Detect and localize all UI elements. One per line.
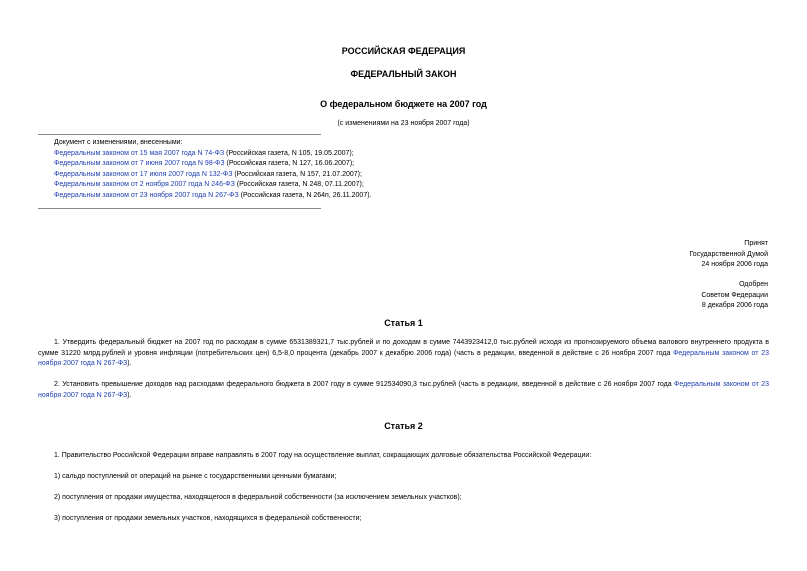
change-source: (Российская газета, N 248, 07.11.2007); xyxy=(234,181,364,188)
adoption-approved xyxy=(701,280,768,312)
accepted-line: 24 ноября 2006 года xyxy=(701,261,768,268)
article-2-paragraph-1: 1. Правительство Российской Федерации вправе направлять в 2007 году на осуществление выплат, сокращающих долговые обязательства Российской Федерации: xyxy=(54,452,592,459)
changes-intro: Документ с изменениями, внесенными: xyxy=(54,139,183,146)
change-item xyxy=(54,191,372,202)
paragraph-end: ). xyxy=(127,360,132,367)
divider-bottom xyxy=(38,208,321,209)
amendment-link[interactable]: Федеральным законом от 23 ноября 2007 года N 267-ФЗ xyxy=(38,349,770,367)
approved-line: Советом Федерации xyxy=(701,291,768,299)
change-source: (Российская газета, N 264п, 26.11.2007). xyxy=(238,191,372,199)
document-country: РОССИЙСКАЯ ФЕДЕРАЦИЯ xyxy=(341,46,466,56)
changes-block xyxy=(54,138,372,201)
accepted-line: Принят xyxy=(744,240,768,247)
paragraph-end: ). xyxy=(127,391,132,399)
article-2-item-1: 1) сальдо поступлений от операций на рынке с государственными ценными бумагами; xyxy=(54,473,337,480)
change-item xyxy=(54,149,372,160)
approved-line: Одобрен xyxy=(739,281,768,288)
document-title: О федеральном бюджете на 2007 год xyxy=(320,99,487,109)
change-source: (Российская газета, N 157, 21.07.2007); xyxy=(232,170,362,178)
change-link[interactable]: Федеральным законом от 7 июня 2007 года N 98-ФЗ xyxy=(54,160,225,167)
change-link[interactable]: Федеральным законом от 2 ноября 2007 года N 246-ФЗ xyxy=(54,181,235,188)
article-2-item-3: 3) поступления от продажи земельных участков, находящихся в федеральной собственности; xyxy=(54,515,362,522)
article-2-heading: Статья 2 xyxy=(384,421,423,431)
change-item xyxy=(54,180,372,191)
change-link[interactable]: Федеральным законом от 17 июля 2007 года N 132-ФЗ xyxy=(54,170,233,178)
change-link[interactable]: Федеральным законом от 23 ноября 2007 года N 267-ФЗ xyxy=(54,191,239,199)
paragraph-text: 1. Утвердить федеральный бюджет на 2007 год по расходам в сумме 6531389321,7 тыс.рублей и по доходам в сумме 7443923412,0 тыс.рублей исходя из прогнозируемого объема валового внутреннего продукта в сумме 31220 млрд.рублей и уровня инфляции (потребительских цен) 6,5-8,0 процента (декабрь 2007 к декабрю 2006 года) (часть в редакции, введенной в действие с 26 ноября 2007 года xyxy=(38,339,769,357)
change-source: (Российская газета, N 127, 16.06.2007); xyxy=(224,160,355,167)
accepted-line: Государственной Думой xyxy=(689,250,768,258)
change-source: (Российская газета, N 105, 19.05.2007); xyxy=(224,149,354,157)
approved-line: 8 декабря 2006 года xyxy=(701,302,768,309)
article-1-paragraph-1 xyxy=(38,338,769,370)
change-item xyxy=(54,170,372,181)
document-law-type: ФЕДЕРАЛЬНЫЙ ЗАКОН xyxy=(350,69,457,79)
change-link[interactable]: Федеральным законом от 15 мая 2007 года N 74-ФЗ xyxy=(54,149,225,157)
article-1-paragraph-2 xyxy=(38,380,769,401)
divider-top xyxy=(38,134,321,135)
adoption-accepted xyxy=(689,239,768,271)
article-2-item-2: 2) поступления от продажи имущества, находящегося в федеральной собственности (за исключением земельных участков); xyxy=(54,494,462,501)
article-1-heading: Статья 1 xyxy=(384,318,423,328)
document-subtitle: (с изменениями на 23 ноября 2007 года) xyxy=(337,120,470,127)
change-item xyxy=(54,159,372,170)
paragraph-text: 2. Установить превышение доходов над расходами федерального бюджета в 2007 году в сумме 912534090,3 тыс.рублей (часть в редакции, введенной в действие с 26 ноября 2007 года xyxy=(54,381,675,388)
amendment-link[interactable]: Федеральным законом от 23 ноября 2007 года N 267-ФЗ xyxy=(38,381,769,399)
